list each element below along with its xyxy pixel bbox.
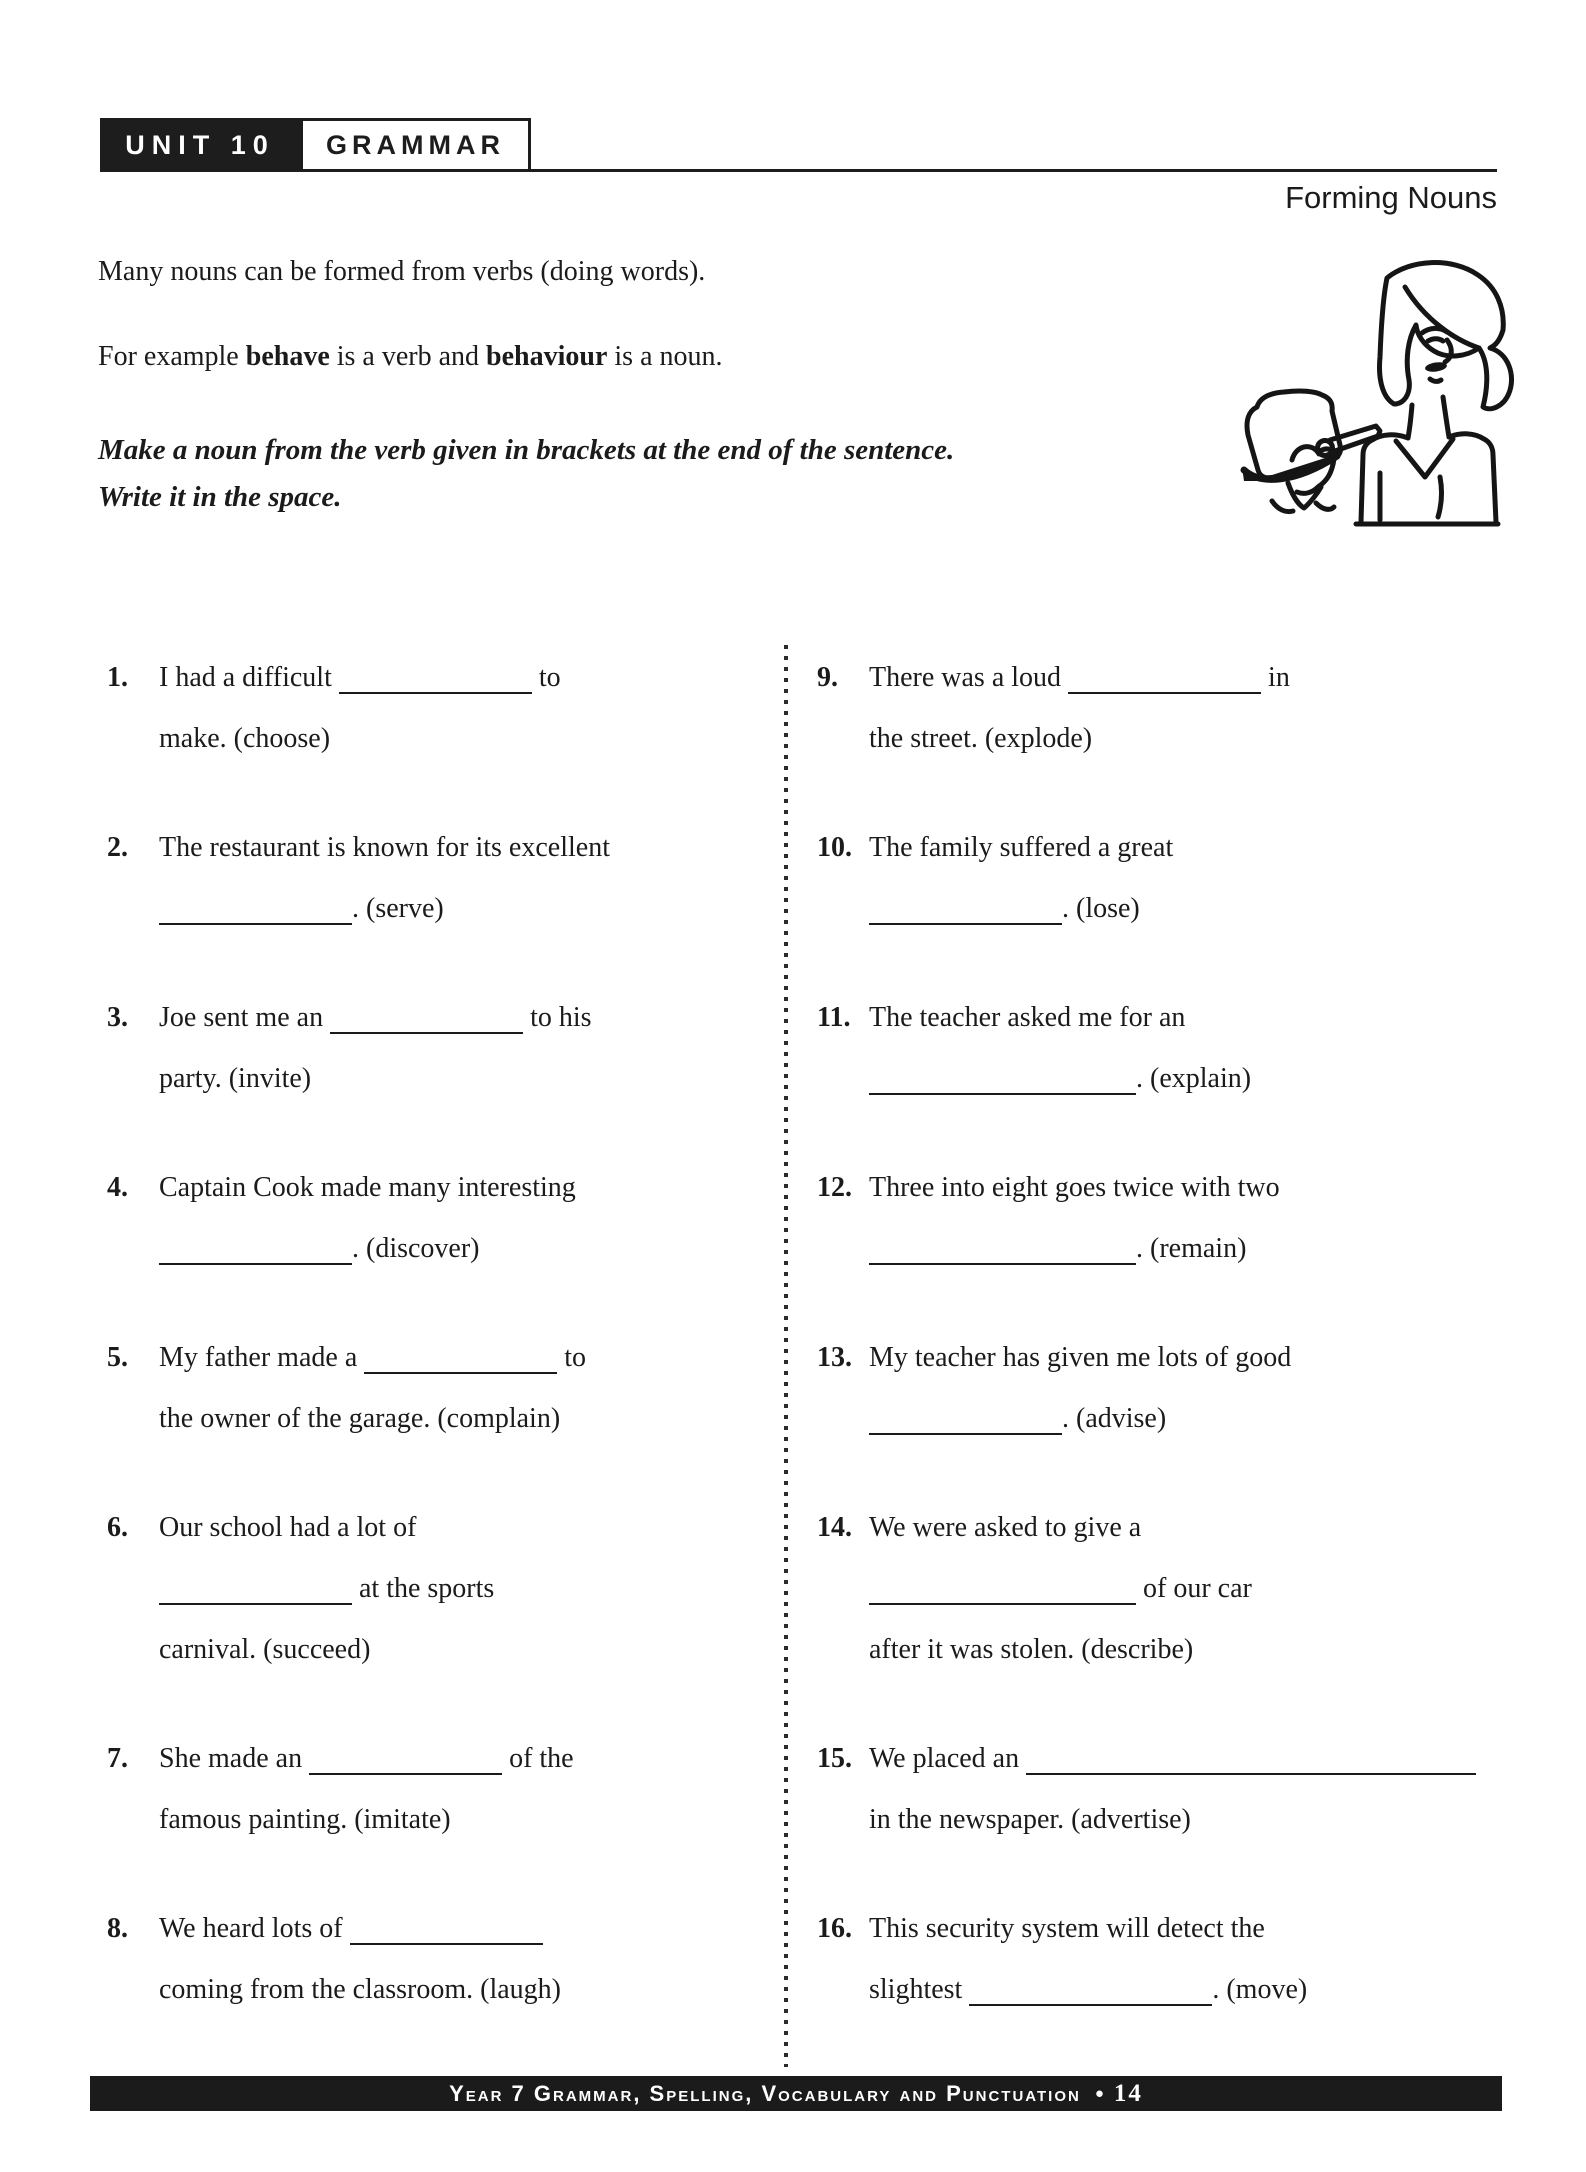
questions-right bbox=[817, 647, 1505, 2068]
sentence-fragment: Captain Cook made many interesting bbox=[159, 1172, 576, 1203]
question-item bbox=[817, 1728, 1505, 1850]
question-number: 2. bbox=[107, 832, 128, 863]
question-line bbox=[159, 1728, 775, 1789]
answer-blank[interactable] bbox=[364, 1342, 557, 1374]
question-item bbox=[107, 1157, 775, 1279]
question-number: 14. bbox=[817, 1512, 852, 1543]
footer-series-title: Year 7 Grammar, Spelling, Vocabulary and Punctuation bbox=[449, 2080, 1081, 2106]
question-item bbox=[817, 1327, 1505, 1449]
sentence-fragment: to bbox=[557, 1342, 587, 1373]
sentence-fragment: She made an bbox=[159, 1743, 310, 1774]
question-number: 6. bbox=[107, 1512, 128, 1543]
question-line bbox=[159, 1558, 775, 1619]
question-text bbox=[159, 817, 775, 939]
teacher-chin bbox=[1430, 379, 1441, 381]
sentence-fragment: the street. (explode) bbox=[869, 723, 1093, 754]
question-item bbox=[107, 1728, 775, 1850]
intro-line-2 bbox=[98, 341, 723, 373]
teacher-fold-right bbox=[1438, 477, 1441, 517]
question-number: 9. bbox=[817, 662, 838, 693]
intro-example-post: is a noun. bbox=[607, 341, 723, 372]
questions-left bbox=[107, 647, 775, 2068]
sentence-fragment: at the sports bbox=[352, 1573, 495, 1604]
answer-blank[interactable] bbox=[309, 1743, 502, 1775]
question-text bbox=[159, 1327, 775, 1449]
intro-line-1: Many nouns can be formed from verbs (doing words). bbox=[98, 256, 706, 287]
question-item bbox=[107, 1497, 775, 1680]
question-item bbox=[107, 647, 775, 769]
question-line bbox=[869, 1789, 1505, 1850]
question-line bbox=[159, 1619, 775, 1680]
sentence-fragment: . (advise) bbox=[1062, 1403, 1167, 1434]
question-item bbox=[817, 1898, 1505, 2020]
teacher-eye bbox=[1428, 339, 1443, 341]
question-item bbox=[107, 987, 775, 1109]
sentence-fragment: We were asked to give a bbox=[869, 1512, 1142, 1543]
sentence-fragment: The family suffered a great bbox=[869, 832, 1174, 863]
sentence-fragment: make. (choose) bbox=[159, 723, 331, 754]
question-text bbox=[869, 1898, 1505, 2020]
subject-label: GRAMMAR bbox=[300, 118, 531, 172]
child-eyebrow bbox=[1292, 447, 1319, 460]
question-text bbox=[159, 987, 775, 1109]
question-number: 10. bbox=[817, 832, 852, 863]
teacher-and-child-illustration bbox=[1200, 245, 1540, 575]
question-line bbox=[869, 1388, 1505, 1449]
answer-blank[interactable] bbox=[1068, 662, 1261, 694]
question-line bbox=[869, 708, 1505, 769]
sentence-fragment: Three into eight goes twice with two bbox=[869, 1172, 1280, 1203]
question-line bbox=[869, 1558, 1505, 1619]
question-text bbox=[159, 1497, 775, 1680]
question-line bbox=[869, 647, 1505, 708]
question-line bbox=[869, 1157, 1505, 1218]
sentence-fragment: the owner of the garage. (complain) bbox=[159, 1403, 561, 1434]
question-line bbox=[159, 987, 775, 1048]
sentence-fragment: Our school had a lot of bbox=[159, 1512, 417, 1543]
sentence-fragment: carnival. (succeed) bbox=[159, 1634, 371, 1665]
question-number: 15. bbox=[817, 1743, 852, 1774]
question-line bbox=[159, 1218, 775, 1279]
question-text bbox=[869, 1157, 1505, 1279]
question-number: 5. bbox=[107, 1342, 128, 1373]
teacher-hair bbox=[1380, 263, 1512, 409]
question-item bbox=[107, 1898, 775, 2020]
unit-label: UNIT 10 bbox=[100, 118, 300, 172]
footer-page-number: 14 bbox=[1113, 2079, 1143, 2107]
question-number: 12. bbox=[817, 1172, 852, 1203]
question-item bbox=[107, 1327, 775, 1449]
question-line bbox=[159, 1048, 775, 1109]
question-item bbox=[817, 817, 1505, 939]
teacher-neck-right bbox=[1443, 397, 1449, 437]
question-line bbox=[869, 878, 1505, 939]
question-line bbox=[159, 817, 775, 878]
teacher-figure bbox=[1356, 263, 1512, 524]
answer-blank[interactable] bbox=[869, 1063, 1136, 1095]
answer-blank[interactable] bbox=[159, 893, 352, 925]
intro-example-mid: is a verb and bbox=[329, 341, 487, 372]
sentence-fragment: I had a difficult bbox=[159, 662, 339, 693]
intro-example-verb: behave bbox=[245, 341, 330, 372]
answer-blank[interactable] bbox=[159, 1573, 352, 1605]
answer-blank[interactable] bbox=[339, 662, 532, 694]
sentence-fragment: to his bbox=[523, 1002, 592, 1033]
page-title: Forming Nouns bbox=[1285, 180, 1497, 215]
answer-blank[interactable] bbox=[350, 1913, 543, 1945]
question-number: 13. bbox=[817, 1342, 852, 1373]
footer-bullet-icon: ● bbox=[1094, 2085, 1106, 2102]
teacher-shoulder-right bbox=[1449, 434, 1496, 522]
question-number: 11. bbox=[817, 1002, 851, 1033]
question-line bbox=[159, 1959, 775, 2020]
sentence-fragment: of the bbox=[502, 1743, 574, 1774]
teacher-neck-left bbox=[1408, 405, 1412, 438]
question-line bbox=[869, 1728, 1505, 1789]
sentence-fragment: Joe sent me an bbox=[159, 1002, 331, 1033]
question-line bbox=[869, 817, 1505, 878]
question-text bbox=[869, 1497, 1505, 1680]
question-text bbox=[159, 647, 775, 769]
sentence-fragment: coming from the classroom. (laugh) bbox=[159, 1974, 562, 2005]
sentence-fragment: We heard lots of bbox=[159, 1913, 350, 1944]
question-line bbox=[159, 647, 775, 708]
sentence-fragment: slightest bbox=[869, 1974, 970, 2005]
answer-blank[interactable] bbox=[969, 1974, 1212, 2006]
question-text bbox=[159, 1157, 775, 1279]
sentence-fragment: . (serve) bbox=[352, 893, 444, 924]
header-rule bbox=[531, 169, 1497, 172]
task-instruction-line-1: Make a noun from the verb given in brackets at the end of the sentence. bbox=[98, 434, 955, 466]
answer-blank[interactable] bbox=[159, 1233, 352, 1265]
sentence-fragment: . (lose) bbox=[1062, 893, 1140, 924]
sentence-fragment: My father made a bbox=[159, 1342, 365, 1373]
answer-blank[interactable] bbox=[330, 1002, 523, 1034]
question-text bbox=[159, 1898, 775, 2020]
question-item bbox=[817, 987, 1505, 1109]
sentence-fragment: . (explain) bbox=[1136, 1063, 1252, 1094]
sentence-fragment: to bbox=[531, 662, 561, 693]
question-number: 7. bbox=[107, 1743, 128, 1774]
question-text bbox=[869, 1728, 1505, 1850]
question-item bbox=[107, 817, 775, 939]
sentence-fragment: party. (invite) bbox=[159, 1063, 312, 1094]
teacher-vneck bbox=[1396, 439, 1453, 477]
sentence-fragment: after it was stolen. (describe) bbox=[869, 1634, 1194, 1665]
teacher-nose bbox=[1445, 340, 1451, 362]
sentence-fragment: The restaurant is known for its excellent bbox=[159, 832, 610, 863]
intro-example-noun: behaviour bbox=[486, 341, 608, 372]
sentence-fragment: of our car bbox=[1136, 1573, 1252, 1604]
sentence-fragment: The teacher asked me for an bbox=[869, 1002, 1186, 1033]
question-line bbox=[869, 1959, 1505, 2020]
footer-bar bbox=[90, 2076, 1502, 2111]
sentence-fragment: . (discover) bbox=[352, 1233, 480, 1264]
question-text bbox=[869, 1327, 1505, 1449]
answer-blank[interactable] bbox=[869, 893, 1062, 925]
question-line bbox=[159, 708, 775, 769]
question-line bbox=[159, 1898, 775, 1959]
question-line bbox=[869, 1327, 1505, 1388]
question-line bbox=[869, 987, 1505, 1048]
task-instruction-line-2: Write it in the space. bbox=[98, 481, 342, 513]
question-line bbox=[159, 1789, 775, 1850]
question-number: 3. bbox=[107, 1002, 128, 1033]
task-instruction bbox=[98, 427, 1098, 521]
question-text bbox=[869, 647, 1505, 769]
question-text bbox=[159, 1728, 775, 1850]
column-divider bbox=[784, 645, 788, 2067]
sentence-fragment: My teacher has given me lots of good bbox=[869, 1342, 1292, 1373]
child-arm-left bbox=[1272, 501, 1293, 512]
child-arm-right bbox=[1316, 503, 1334, 509]
question-line bbox=[159, 1497, 775, 1558]
question-line bbox=[869, 1497, 1505, 1558]
question-number: 16. bbox=[817, 1913, 852, 1944]
teacher-eyebrow bbox=[1422, 328, 1447, 333]
question-line bbox=[159, 1157, 775, 1218]
sentence-fragment: . (remain) bbox=[1136, 1233, 1247, 1264]
sentence-fragment: This security system will detect the bbox=[869, 1913, 1265, 1944]
child-figure bbox=[1242, 391, 1341, 512]
question-line bbox=[159, 1388, 775, 1449]
answer-blank[interactable] bbox=[869, 1573, 1136, 1605]
question-line bbox=[159, 1327, 775, 1388]
question-number: 8. bbox=[107, 1913, 128, 1944]
question-text bbox=[869, 817, 1505, 939]
intro-example-pre: For example bbox=[98, 341, 246, 372]
question-line bbox=[869, 1898, 1505, 1959]
answer-blank[interactable] bbox=[1026, 1743, 1476, 1775]
question-text bbox=[869, 987, 1505, 1109]
question-line bbox=[869, 1048, 1505, 1109]
question-number: 4. bbox=[107, 1172, 128, 1203]
question-item bbox=[817, 1497, 1505, 1680]
sentence-fragment: in the newspaper. (advertise) bbox=[869, 1804, 1191, 1835]
question-item bbox=[817, 647, 1505, 769]
question-line bbox=[869, 1218, 1505, 1279]
question-line bbox=[869, 1619, 1505, 1680]
sentence-fragment: We placed an bbox=[869, 1743, 1027, 1774]
sentence-fragment: in bbox=[1261, 662, 1290, 693]
sentence-fragment: . (move) bbox=[1212, 1974, 1308, 2005]
answer-blank[interactable] bbox=[869, 1403, 1062, 1435]
answer-blank[interactable] bbox=[869, 1233, 1136, 1265]
question-item bbox=[817, 1157, 1505, 1279]
question-line bbox=[159, 878, 775, 939]
question-number: 1. bbox=[107, 662, 128, 693]
sentence-fragment: There was a loud bbox=[869, 662, 1069, 693]
sentence-fragment: famous painting. (imitate) bbox=[159, 1804, 451, 1835]
